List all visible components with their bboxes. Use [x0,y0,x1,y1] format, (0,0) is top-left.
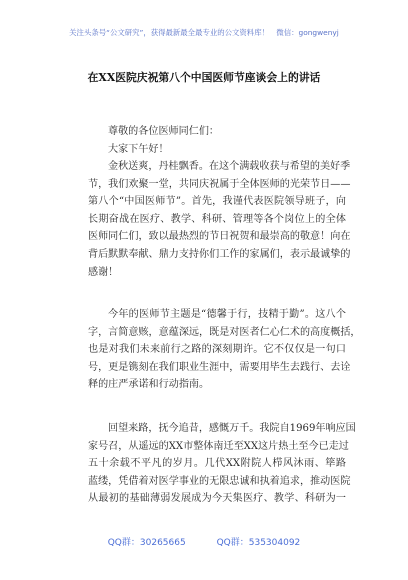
paragraph-3 [88,420,356,508]
paragraph-line: 金秋送爽，丹桂飘香。在这个满载收获与希望的美好季 [108,161,351,172]
footer-qq-group-1: QQ群：30265665 [107,538,186,548]
paragraph-line: 从最初的基础薄弱发展成为今天集医疗、教学、科研为一 [88,493,346,505]
paragraph-line: 字，言简意赅，意蕴深远，既是对医者仁心仁术的高度概括， [88,326,361,338]
paragraph-line: 节，我们欢聚一堂，共同庆祝属于全体医师的光荣节日—— [88,178,351,190]
greeting-text: 大家下午好！ [108,144,169,155]
paragraph-line: 第八个“中国医师节”。首先，我谨代表医院领导班子，向 [88,196,346,208]
paragraph-line: 医师同仁们，致以最热烈的节日祝贺和最崇高的敬意！向在 [88,231,351,243]
paragraph-line: 号，更是镌刻在我们职业生涯中，需要用毕生去践行、去诠 [88,361,351,373]
greeting-line [88,141,346,159]
paragraph-2 [88,306,361,394]
paragraph-line: 长期奋战在医疗、教学、科研、管理等各个岗位上的全体 [88,213,346,225]
paragraph-line: 家号召，从遥远的XX市整体南迁至XX这片热土至今已走过 [88,440,349,452]
paragraph-line: 蓝缕，凭借着对医学事业的无限忠诚和执着追求，推动医院 [88,475,351,487]
paragraph-line: 回望来路，抚今追昔，感慨万千。我院自1969年响应国 [108,423,356,434]
document-title: 在XX医院庆祝第八个中国医师节座谈会上的讲话 [87,71,321,84]
footer-qq-group-2: QQ群：535304092 [216,538,301,548]
paragraph-line: 今年的医师节主题是“德馨于行，技精于勤”。这八个 [108,309,346,320]
page-footer [0,535,408,548]
paragraph-line: 释的庄严承诺和行动指南。 [88,379,210,391]
paragraph-line: 背后默默奉献、鼎力支持你们工作的家属们，表示最诚挚的 [88,248,351,260]
paragraph-line: 五十余载不平凡的岁月。几代XX附院人栉风沐雨、筚路 [88,458,346,470]
page-header-banner: 关注头条号“公文研究”，获得最新最全最专业的公文资料库！ 微信：gongwenyj [69,28,339,37]
paragraph-1 [88,158,351,281]
paragraph-line: 感谢！ [88,266,119,278]
paragraph-line: 也是对我们未来前行之路的深刻期许。它不仅仅是一句口 [88,344,346,356]
salutation [88,123,346,141]
salutation-text: 尊敬的各位医师同仁们： [108,126,220,137]
